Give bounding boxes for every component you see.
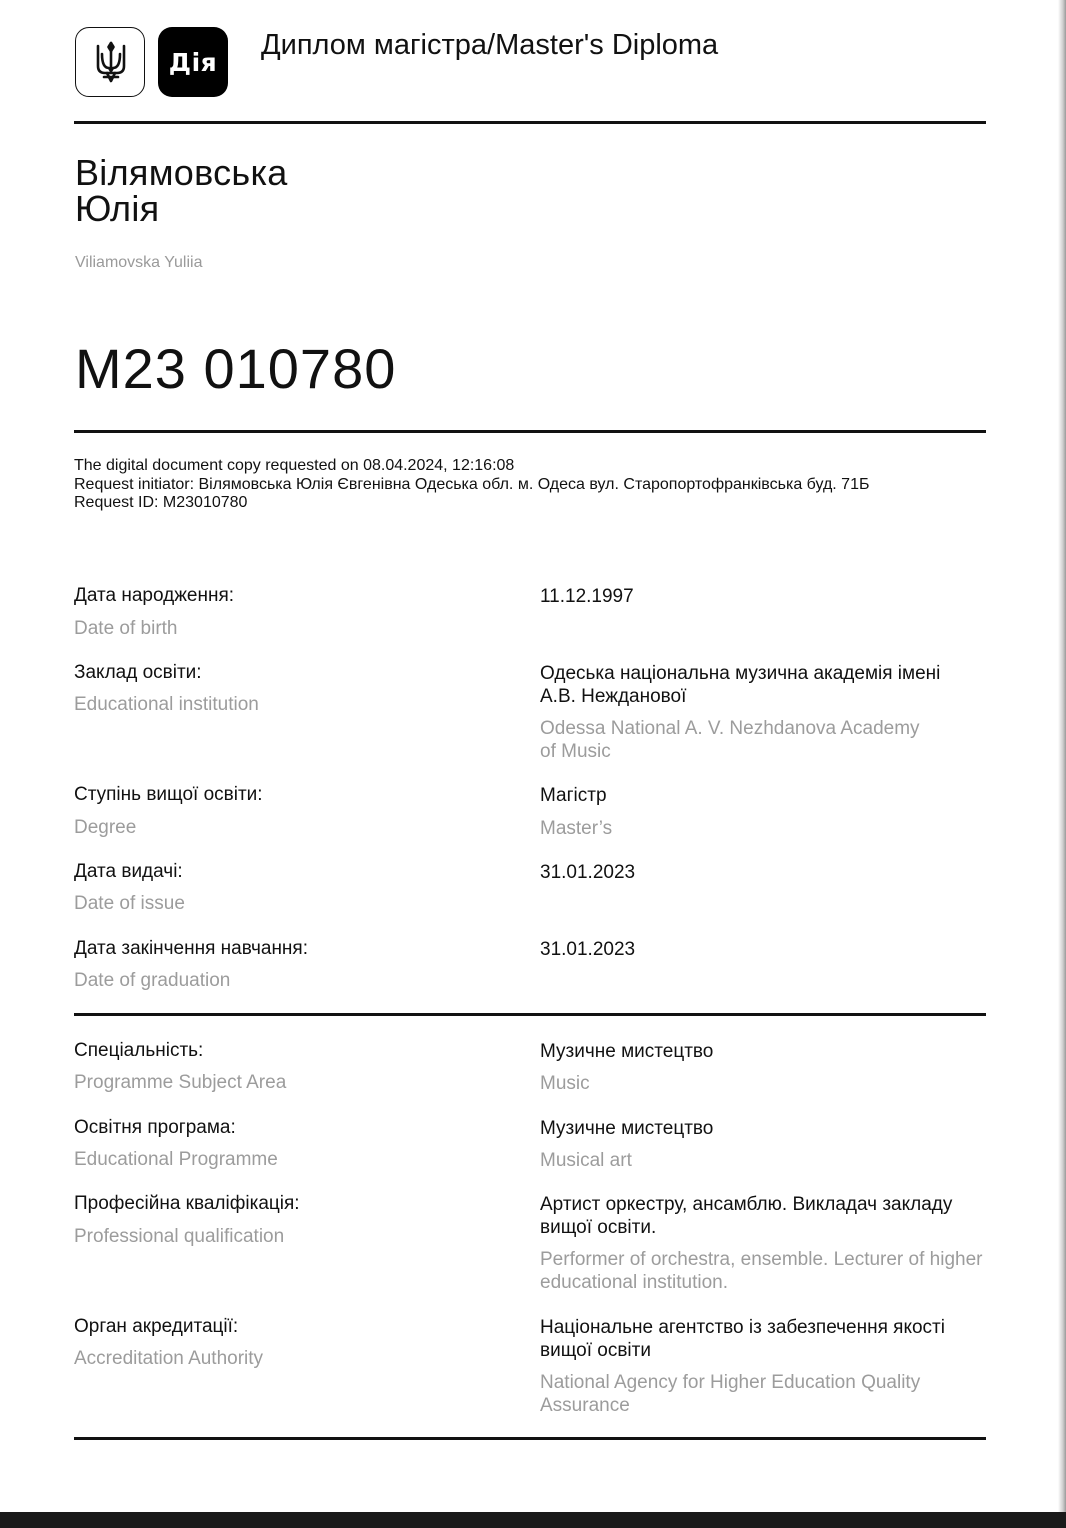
issue-date-label-en: Date of issue	[74, 893, 185, 914]
specialty-value-en: Music	[540, 1073, 590, 1094]
bottom-bar	[0, 1512, 1066, 1528]
diia-logo	[158, 27, 228, 97]
issue-date-label: Дата видачі:	[74, 861, 183, 882]
request-initiator: Request initiator: Вілямовська Юлія Євгенівна Одеська обл. м. Одеса вул. Старопортофранківська буд. 71Б	[74, 475, 870, 493]
qualification-value-en: Performer of orchestra, ensemble. Lecturer of higher educational institution.	[540, 1249, 983, 1293]
document-title: Диплом магістра/Master's Diploma	[261, 29, 719, 61]
institution-label-en: Educational institution	[74, 694, 259, 715]
programme-label: Освітня програма:	[74, 1117, 236, 1138]
issue-date-value: 31.01.2023	[540, 862, 636, 883]
birth-date-value: 11.12.1997	[540, 586, 634, 607]
degree-value: Магістр	[540, 785, 607, 806]
qualification-label: Професійна кваліфікація:	[74, 1193, 300, 1214]
graduation-date-label-en: Date of graduation	[74, 970, 231, 991]
degree-label-en: Degree	[74, 817, 137, 838]
divider-middle	[74, 1013, 986, 1016]
divider-top	[74, 121, 986, 124]
institution-value: Одеська національна музична академія імені А.В. Нежданової	[540, 663, 941, 707]
holder-surname: Вілямовська	[75, 152, 288, 193]
qualification-value: Артист оркестру, ансамблю. Викладач закладу вищої освіти.	[540, 1194, 953, 1238]
request-id: Request ID: M23010780	[74, 494, 248, 511]
degree-value-en: Master’s	[540, 818, 613, 839]
programme-value: Музичне мистецтво	[540, 1118, 714, 1139]
graduation-date-label: Дата закінчення навчання:	[74, 938, 308, 959]
institution-label: Заклад освіти:	[74, 662, 202, 683]
birth-date-label: Дата народження:	[74, 585, 235, 606]
specialty-label-en: Programme Subject Area	[74, 1072, 287, 1093]
accreditation-value: Національне агентство із забезпечення якості вищої освіти	[540, 1317, 945, 1361]
graduation-date-value: 31.01.2023	[540, 939, 636, 960]
accreditation-label-en: Accreditation Authority	[74, 1348, 264, 1369]
accreditation-value-en: National Agency for Higher Education Quality Assurance	[540, 1372, 921, 1416]
institution-value-en: Odessa National A. V. Nezhdanova Academy of Music	[540, 718, 920, 762]
request-info	[74, 457, 986, 513]
birth-date-label-en: Date of birth	[74, 618, 178, 639]
page-edge-shadow	[1058, 0, 1066, 1528]
divider-bottom	[74, 1437, 986, 1440]
qualification-label-en: Professional qualification	[74, 1226, 285, 1247]
specialty-label: Спеціальність:	[74, 1040, 204, 1061]
holder-name	[75, 152, 288, 229]
trident-icon	[93, 40, 129, 86]
degree-label: Ступінь вищої освіти:	[74, 784, 263, 805]
request-date: The digital document copy requested on 08.04.2024, 12:16:08	[74, 457, 515, 474]
programme-label-en: Educational Programme	[74, 1149, 278, 1170]
specialty-value: Музичне мистецтво	[540, 1041, 714, 1062]
accreditation-label: Орган акредитації:	[74, 1316, 239, 1337]
holder-given-name: Юлія	[75, 188, 160, 229]
divider-number	[74, 430, 986, 433]
document-number: M23 010780	[75, 337, 397, 400]
programme-value-en: Musical art	[540, 1150, 632, 1171]
holder-latin-name: Viliamovska Yuliia	[75, 254, 203, 271]
diia-logo-text: Дія	[168, 47, 218, 77]
trident-logo	[75, 27, 145, 97]
